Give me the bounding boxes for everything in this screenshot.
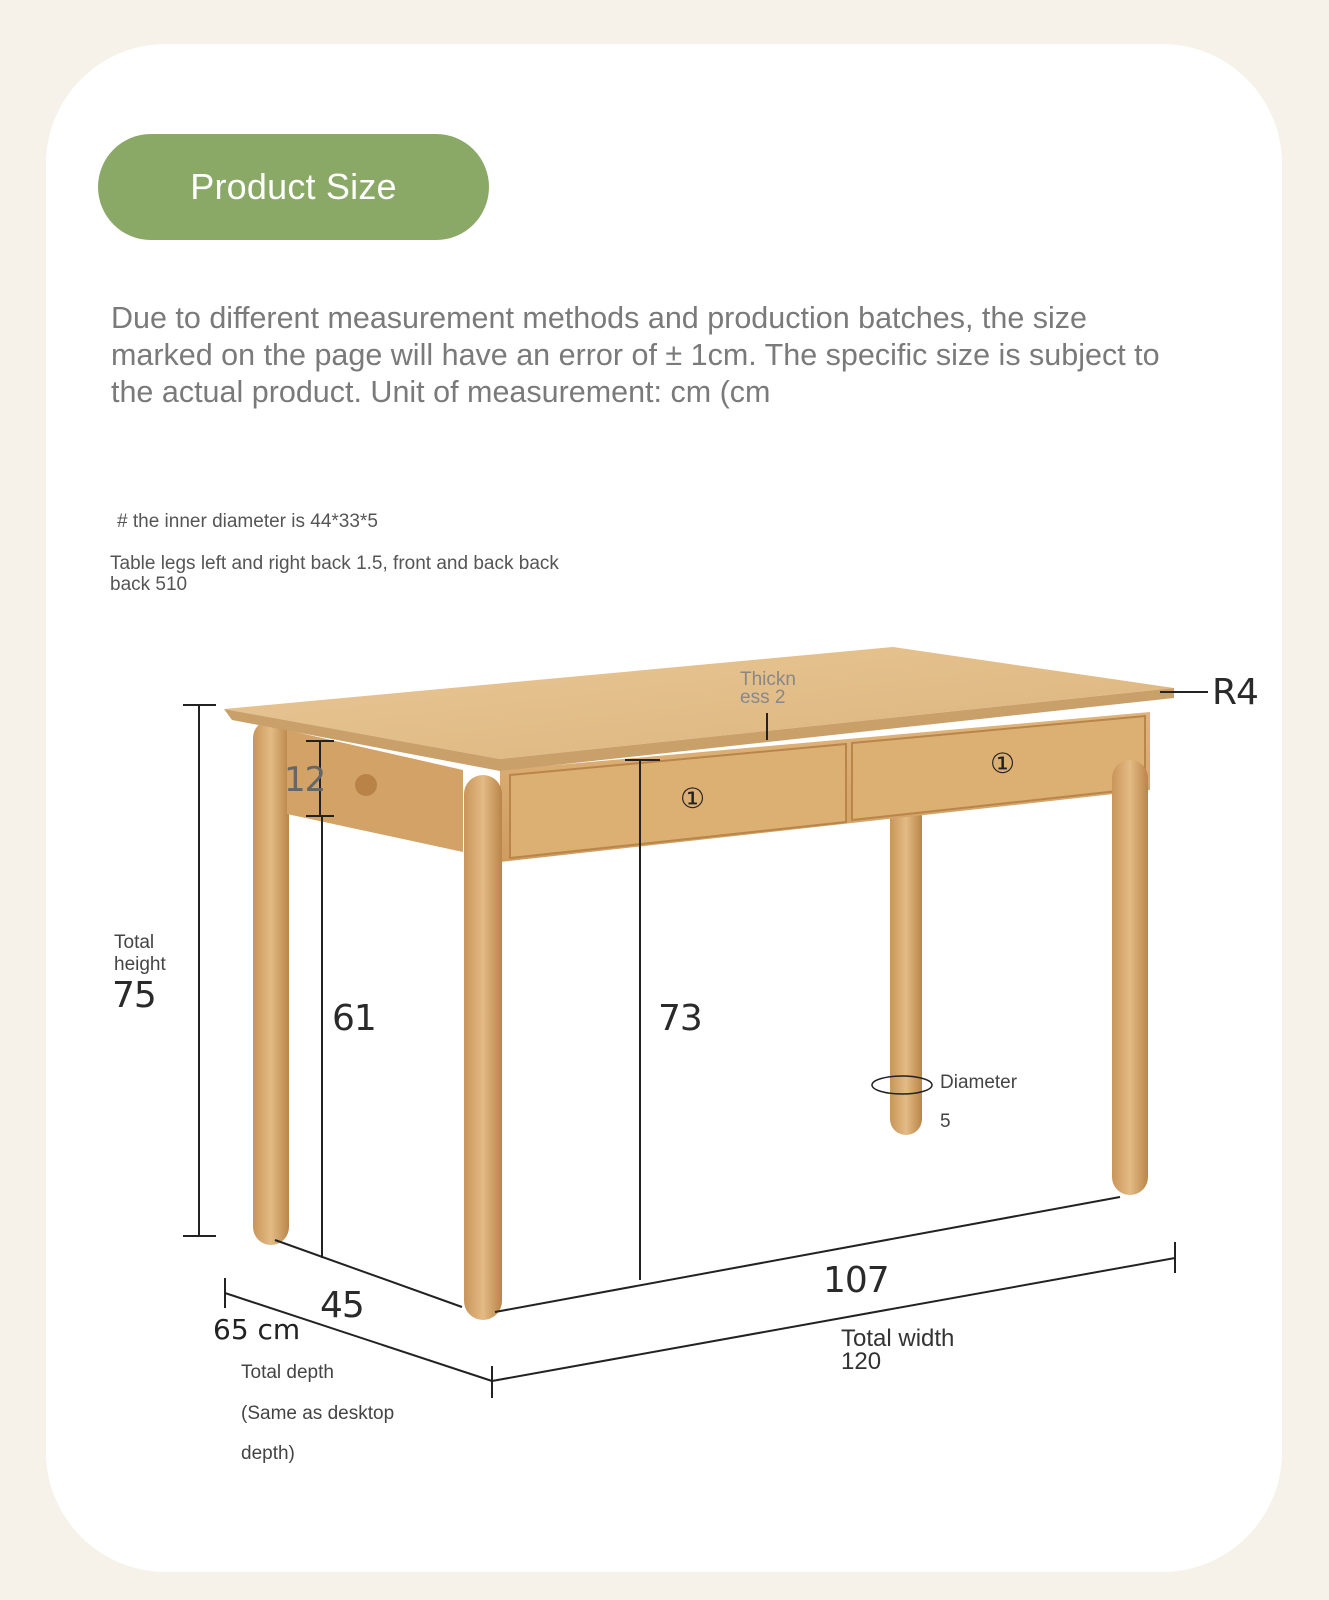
total-depth-value: 65 cm (213, 1313, 301, 1346)
legs-note-line1: Table legs left and right back 1.5, front and back back (110, 553, 559, 574)
total-height-value: 75 (112, 975, 156, 1016)
drawer-left-mark: ① (680, 782, 706, 815)
leg-back-right (890, 780, 922, 1135)
corner-radius-label: R4 (1212, 672, 1258, 713)
inner-diameter-note: # the inner diameter is 44*33*5 (117, 511, 378, 532)
section-title: Product Size (190, 166, 397, 207)
total-depth-note-1: (Same as desktop (241, 1403, 395, 1424)
side-knob (355, 774, 377, 796)
total-height-label-2: height (114, 954, 166, 975)
leg-front-right (1112, 760, 1148, 1195)
leg-front-left (464, 775, 502, 1320)
total-width-value: 120 (841, 1348, 882, 1375)
drawer-height-label: 12 (284, 760, 326, 800)
legs-note-line2: back 510 (110, 574, 188, 595)
leg-diameter-value: 5 (940, 1111, 951, 1132)
inner-width-label: 107 (823, 1260, 889, 1301)
total-height-label-1: Total (114, 932, 155, 953)
drawer-right-mark: ① (990, 747, 1016, 780)
leg-diameter-label: Diameter (940, 1072, 1018, 1093)
total-depth-label: Total depth (241, 1362, 334, 1383)
thickness-label-line2: ess 2 (740, 687, 786, 708)
leg-clearance-label: 61 (332, 998, 376, 1039)
inner-depth-label: 45 (320, 1285, 364, 1326)
total-width-label: Total width (841, 1325, 955, 1352)
thickness-label-line1: Thickn (740, 669, 796, 690)
under-drawer-height-label: 73 (658, 998, 702, 1039)
total-depth-note-2: depth) (241, 1443, 295, 1464)
intro-paragraph: Due to different measurement methods and production batches, the size marked on the page will have an error of ± 1cm. The specific size is subject to the actual product. Unit of measurement: cm (cm (111, 301, 1160, 409)
